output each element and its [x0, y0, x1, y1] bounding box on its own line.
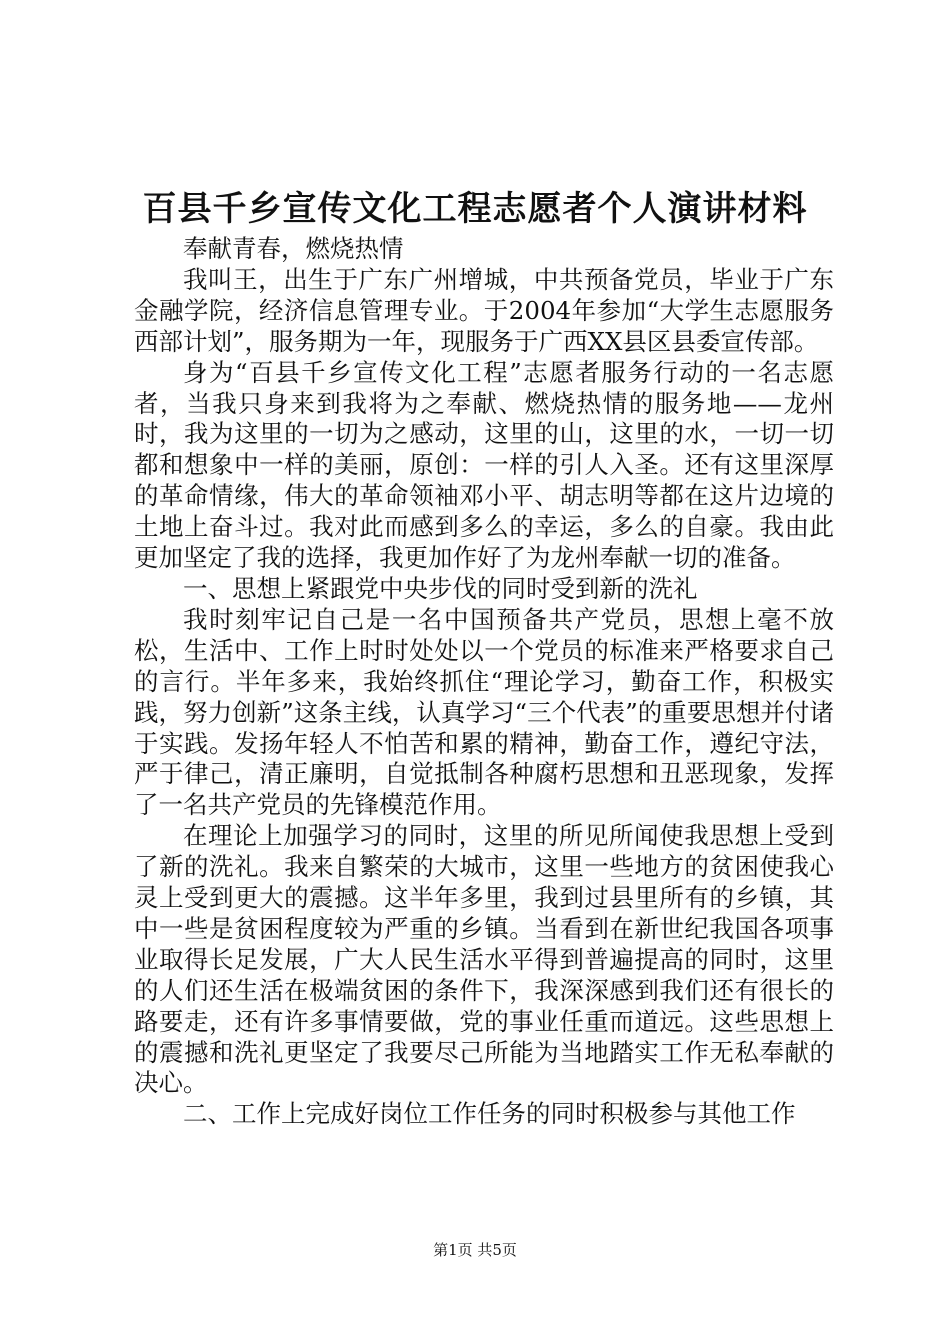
section-heading-2: 二、工作上完成好岗位工作任务的同时积极参与其他工作: [183, 1099, 796, 1129]
body-paragraph: 在理论上加强学习的同时，这里的所见所闻使我思想上受到了新的洗礼。我来自繁荣的大城市，这里一些地方的贫困使我心灵上受到更大的震撼。这半年多里，我到过县里所有的乡镇，其中一些是贫困程度较为严重的乡镇。当看到在新世纪我国各项事业取得长足发展，广大人民生活水平得到普遍提高的同时，这里的人们还生活在极端贫困的条件下，我深深感到我们还有很长的路要走，还有许多事情要做，党的事业任重而道远。这些思想上的震撼和洗礼更坚定了我要尽己所能为当地踏实工作无私奉献的决心。: [134, 821, 834, 1098]
body-paragraph: 身为“百县千乡宣传文化工程”志愿者服务行动的一名志愿者，当我只身来到我将为之奉献、燃烧热情的服务地——龙州时，我为这里的一切为之感动，这里的山，这里的水，一切一切都和想象中一样的美丽，原创：一样的引人入圣。还有这里深厚的革命情缘，伟大的革命领袖邓小平、胡志明等都在这片边境的土地上奋斗过。我对此而感到多么的幸运，多么的自豪。我由此更加坚定了我的选择，我更加作好了为龙州奉献一切的准备。: [134, 357, 834, 573]
document-body: [134, 234, 834, 1130]
section-heading-1: 一、思想上紧跟党中央步伐的同时受到新的洗礼: [183, 573, 698, 603]
page-number-footer: 第1页 共5页: [433, 1241, 517, 1259]
subtitle-paragraph: 奉献青春，燃烧热情: [183, 234, 404, 263]
body-paragraph: 我时刻牢记自己是一名中国预备共产党员，思想上毫不放松，生活中、工作上时时处处以一个党员的标准来严格要求自己的言行。半年多来，我始终抓住“理论学习，勤奋工作，积极实践，努力创新”这条主线，认真学习“三个代表”的重要思想并付诸于实践。发扬年轻人不怕苦和累的精神，勤奋工作，遵纪守法，严于律己，清正廉明，自觉抵制各种腐朽思想和丑恶现象，发挥了一名共产党员的先锋模范作用。: [134, 604, 834, 820]
document-title: 百县千乡宣传文化工程志愿者个人演讲材料: [142, 189, 808, 229]
intro-paragraph: 我叫王，出生于广东广州增城，中共预备党员，毕业于广东金融学院，经济信息管理专业。于2004年参加“大学生志愿服务西部计划”，服务期为一年，现服务于广西XX县区县委宣传部。: [134, 264, 834, 356]
